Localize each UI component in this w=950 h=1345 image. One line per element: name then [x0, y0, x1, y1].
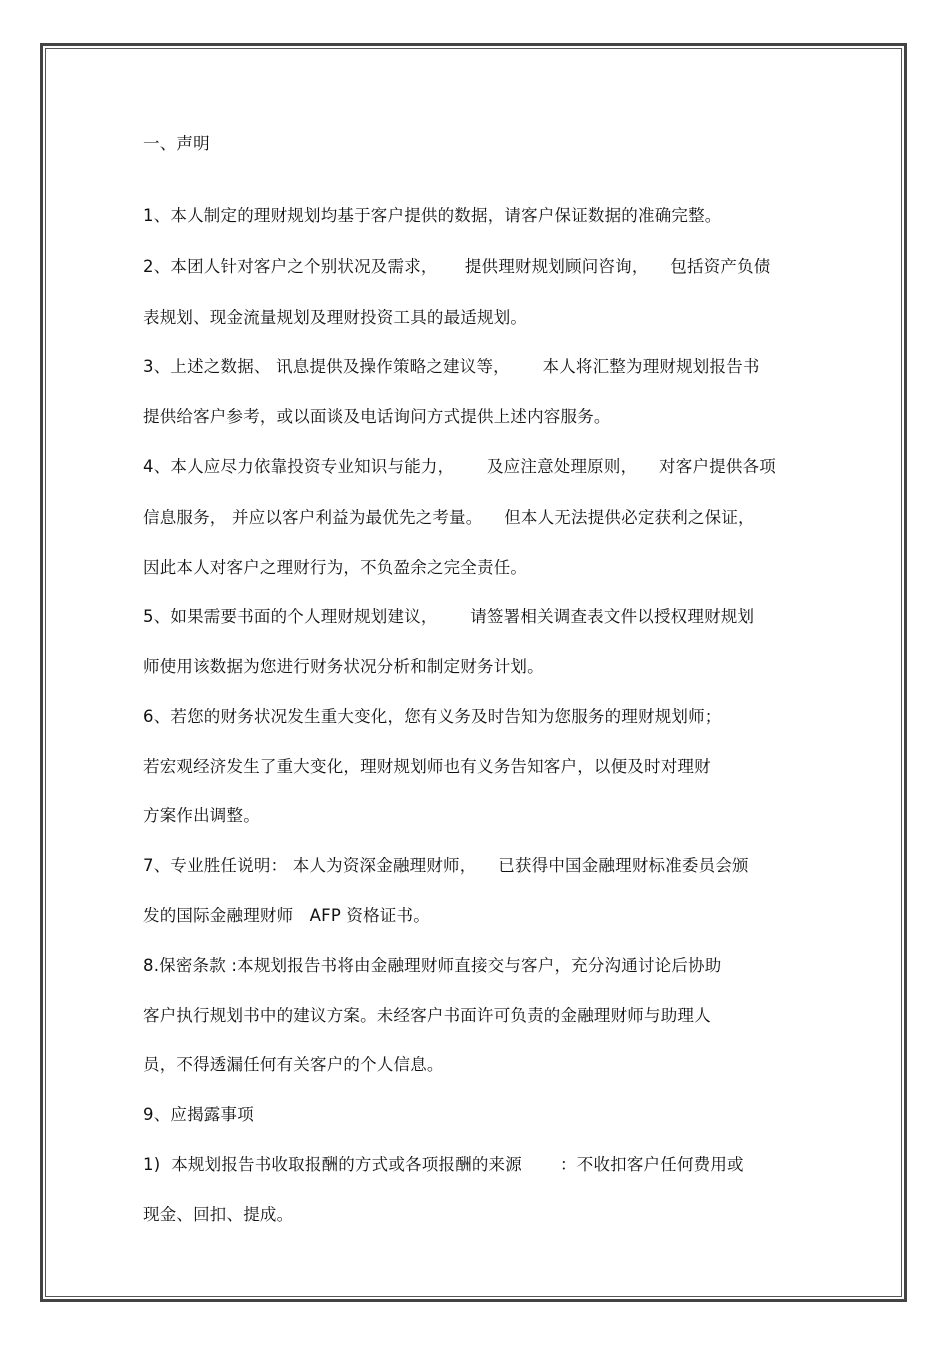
disclosure-item-1: 1) 本规划报告书收取报酬的方式或各项报酬的来源 ：不收扣客户任何费用或 — [143, 1155, 744, 1174]
disclosure-item-1-cont: 现金、回扣、提成。 — [143, 1205, 294, 1224]
statement-item-5-cont: 师使用该数据为您进行财务状况分析和制定财务计划。 — [143, 657, 544, 676]
statement-item-6: 6、若您的财务状况发生重大变化，您有义务及时告知为您服务的理财规划师； — [143, 707, 722, 726]
statement-item-3: 3、上述之数据、 讯息提供及操作策略之建议等， 本人将汇整为理财规划报告书 — [143, 357, 760, 376]
statement-item-6-cont-2: 方案作出调整。 — [143, 806, 260, 825]
statement-item-2: 2、本团人针对客户之个别状况及需求， 提供理财规划顾问咨询， 包括资产负债 — [143, 257, 771, 276]
statement-item-4-cont-2: 因此本人对客户之理财行为，不负盈余之完全责任。 — [143, 558, 528, 577]
statement-item-2-cont: 表规划、现金流量规划及理财投资工具的最适规划。 — [143, 308, 528, 327]
statement-item-8-cont-2: 员，不得透漏任何有关客户的个人信息。 — [143, 1055, 444, 1074]
statement-item-9: 9、应揭露事项 — [143, 1105, 254, 1124]
statement-item-7-cont: 发的国际金融理财师 AFP 资格证书。 — [143, 906, 430, 925]
statement-item-4-cont-1: 信息服务， 并应以客户利益为最优先之考量。 但本人无法提供必定获利之保证， — [143, 508, 755, 527]
statement-item-7: 7、专业胜任说明： 本人为资深金融理财师， 已获得中国金融理财标准委员会颁 — [143, 856, 749, 875]
statement-item-8-cont-1: 客户执行规划书中的建议方案。未经客户书面许可负责的金融理财师与助理人 — [143, 1006, 711, 1025]
statement-item-1: 1、本人制定的理财规划均基于客户提供的数据，请客户保证数据的准确完整。 — [143, 206, 722, 225]
statement-item-8: 8.保密条款 :本规划报告书将由金融理财师直接交与客户，充分沟通讨论后协助 — [143, 956, 722, 975]
statement-item-5: 5、如果需要书面的个人理财规划建议， 请签署相关调查表文件以授权理财规划 — [143, 607, 755, 626]
statement-item-4: 4、本人应尽力依靠投资专业知识与能力， 及应注意处理原则， 对客户提供各项 — [143, 457, 776, 476]
statement-item-3-cont: 提供给客户参考，或以面谈及电话询问方式提供上述内容服务。 — [143, 407, 611, 426]
section-heading: 一、声明 — [143, 134, 210, 153]
statement-item-6-cont-1: 若宏观经济发生了重大变化，理财规划师也有义务告知客户，以便及时对理财 — [143, 757, 711, 776]
